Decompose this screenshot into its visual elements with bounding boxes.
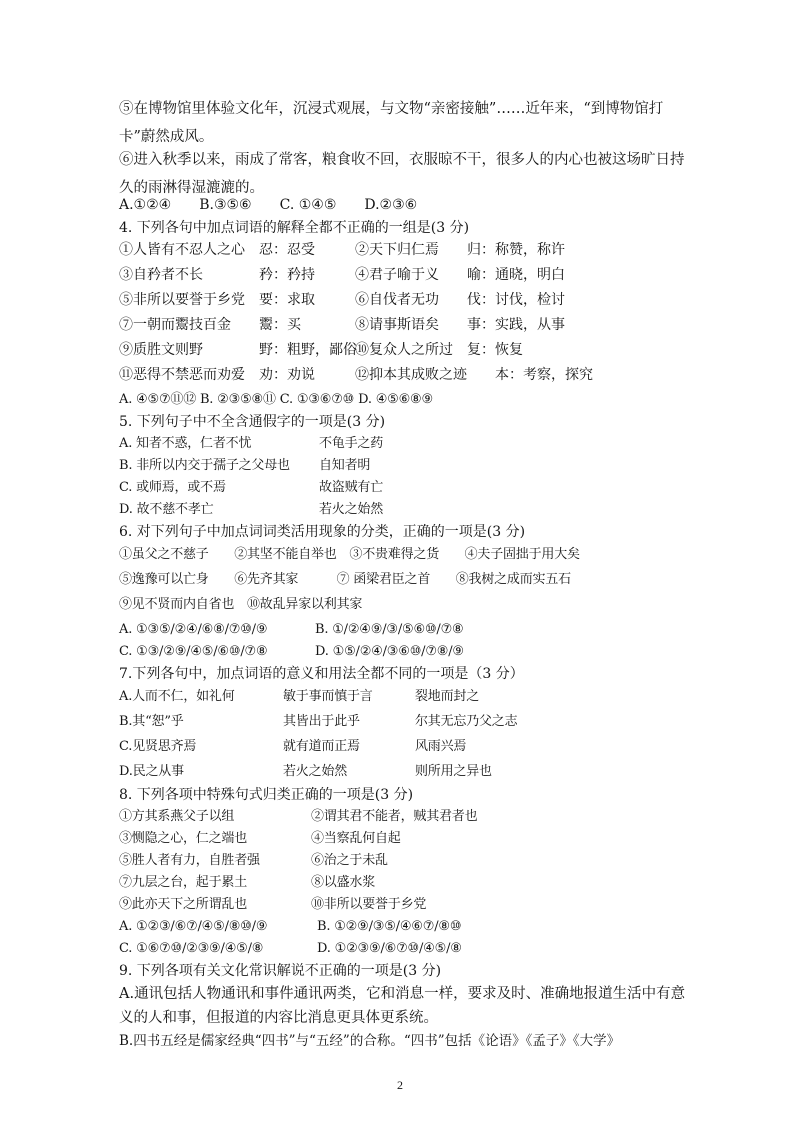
q5-option-c bbox=[119, 477, 384, 499]
q9-stem: 9. 下列各项有关文化常识解说不正确的一项是(3 分) bbox=[119, 963, 442, 979]
q5-option-a-sentence-1: A. 知者不惑，仁者不忧 bbox=[119, 436, 252, 451]
q8-stem: 8. 下列各项中特殊句式归类正确的一项是(3 分) bbox=[119, 787, 414, 803]
q8-item-10: ⑩非所以要誉于乡党 bbox=[311, 897, 427, 912]
q8-row-2 bbox=[119, 828, 401, 850]
q7-option-c bbox=[119, 736, 467, 758]
q5-option-c-sentence-2: 故盗贼有亡 bbox=[319, 480, 384, 495]
q8-item-3: ③恻隐之心，仁之端也 bbox=[119, 831, 248, 846]
q4-item-5: ⑤非所以要誉于乡党 要：求取 bbox=[119, 292, 315, 308]
q4-item-4: ④君子喻于义 喻：通晓，明白 bbox=[355, 267, 565, 283]
q7-option-d bbox=[119, 761, 492, 783]
q4-item-12: ⑫抑本其成败之迹 本：考察，探究 bbox=[355, 367, 593, 383]
q4-item-9: ⑨质胜文则野 野：粗野，鄙俗 bbox=[119, 342, 357, 358]
q8-item-1: ①方其系燕父子以组 bbox=[119, 809, 235, 824]
q8-option-b: B. ①②⑨/③⑤/④⑥⑦/⑧⑩ bbox=[317, 919, 462, 934]
q4-item-6: ⑥自伐者无功 伐：讨伐，检讨 bbox=[355, 292, 565, 308]
q7-option-c-col-3: 风雨兴焉 bbox=[415, 739, 467, 754]
q7-option-a-col-2: 敏于事而慎于言 bbox=[283, 689, 373, 704]
q7-option-d-col-3: 则所用之异也 bbox=[415, 764, 492, 779]
q7-option-a bbox=[119, 686, 480, 708]
q8-row-3 bbox=[119, 850, 388, 872]
page-number: 2 bbox=[397, 1078, 403, 1092]
q6-options-row-2 bbox=[119, 641, 464, 663]
q6-items-line-1: ①虽父之不慈子 ②其坚不能自举也 ③不贵难得之货 ④夫子固拙于用大矣 bbox=[119, 547, 580, 562]
q7-option-b-col-3: 尔其无忘乃父之志 bbox=[415, 714, 518, 729]
q4-item-10: ⑩复众人之所过 复：恢复 bbox=[355, 342, 523, 358]
q7-option-d-col-1: D.民之从事 bbox=[119, 764, 184, 779]
q5-option-b bbox=[119, 455, 371, 477]
q6-items-line-2: ⑤逸豫可以亡身 ⑥先齐其家 ⑦ 函梁君臣之首 ⑧我树之成而实五石 bbox=[119, 572, 571, 587]
q6-option-b: B. ①/②④⑨/③/⑤⑥⑩/⑦⑧ bbox=[315, 622, 464, 637]
q3-item-5: ⑤在博物馆里体验文化年，沉浸式观展，与文物“亲密接触”……近年来，“到博物馆打卡”蔚然成风。 bbox=[119, 101, 664, 145]
q8-options-row-2 bbox=[119, 938, 462, 960]
q7-stem: 7.下列各句中，加点词语的意义和用法全都不同的一项是（3 分） bbox=[119, 666, 524, 682]
q8-item-6: ⑥治之于未乱 bbox=[311, 853, 388, 868]
q4-row-6 bbox=[119, 364, 593, 386]
q8-row-5 bbox=[119, 894, 427, 916]
q5-option-d bbox=[119, 499, 384, 521]
q5-option-c-sentence-1: C. 或师焉，或不焉 bbox=[119, 480, 226, 495]
q9-option-a: A.通讯包括人物通讯和事件通讯两类，它和消息一样，要求及时、准确地报道生活中有意义的人和事，但报道的内容比消息更具体更系统。 bbox=[119, 986, 686, 1026]
q7-option-c-col-2: 就有道而正焉 bbox=[283, 739, 360, 754]
q9-option-b: B.四书五经是儒家经典“四书”与“五经”的合称。“四书”包括《论语》《孟子》《大学》 bbox=[119, 1033, 621, 1049]
q4-item-7: ⑦一朝而鬻技百金 鬻：买 bbox=[119, 317, 301, 333]
q8-item-7: ⑦九层之台，起于累土 bbox=[119, 875, 248, 890]
q8-option-a: A. ①②③/⑥⑦/④⑤/⑧⑩/⑨ bbox=[119, 919, 268, 934]
q4-row-4 bbox=[119, 314, 565, 336]
q8-item-8: ⑧以盛水浆 bbox=[311, 875, 376, 890]
q4-row-3 bbox=[119, 289, 565, 311]
q4-item-8: ⑧请事斯语矣 事：实践，从事 bbox=[355, 317, 565, 333]
q8-option-c: C. ①⑥⑦⑩/②③⑨/④⑤/⑧ bbox=[119, 941, 264, 956]
q7-option-d-col-2: 若火之始然 bbox=[283, 764, 348, 779]
q8-item-5: ⑤胜人者有力，自胜者强 bbox=[119, 853, 260, 868]
q7-option-a-col-1: A.人而不仁，如礼何 bbox=[119, 689, 235, 704]
q4-stem: 4. 下列各句中加点词语的解释全都不正确的一组是(3 分) bbox=[119, 220, 470, 236]
q5-option-b-sentence-1: B. 非所以内交于孺子之父母也 bbox=[119, 458, 290, 473]
q6-items-line-3: ⑨见不贤而内自省也 ⑩故乱异家以利其家 bbox=[119, 597, 363, 612]
q5-stem: 5. 下列句子中不全含通假字的一项是(3 分) bbox=[119, 414, 386, 430]
q7-option-c-col-1: C.见贤思齐焉 bbox=[119, 739, 197, 754]
q5-option-d-sentence-1: D. 故不慈不孝亡 bbox=[119, 502, 214, 517]
q4-item-1: ①人皆有不忍人之心 忍：忍受 bbox=[119, 242, 315, 258]
q7-option-b bbox=[119, 711, 518, 733]
q8-item-4: ④当察乱何自起 bbox=[311, 831, 401, 846]
q8-options-row-1 bbox=[119, 916, 462, 938]
q7-option-b-col-2: 其皆出于此乎 bbox=[283, 714, 360, 729]
q6-option-a: A. ①③⑤/②④/⑥⑧/⑦⑩/⑨ bbox=[119, 622, 268, 637]
q5-option-d-sentence-2: 若火之始然 bbox=[319, 502, 384, 517]
q4-row-1 bbox=[119, 239, 565, 261]
q3-item-6: ⑥进入秋季以来，雨成了常客，粮食收不回，衣服晾不干，很多人的内心也被这场旷日持久的雨淋得湿漉漉的。 bbox=[119, 152, 685, 196]
q3-options: A.①②④ B.③⑤⑥ C. ①④⑤ D.②③⑥ bbox=[119, 197, 418, 213]
q4-options: A. ④⑤⑦⑪⑫ B. ②③⑤⑧⑪ C. ①③⑥⑦⑩ D. ④⑤⑥⑧⑨ bbox=[119, 392, 433, 407]
q8-row-4 bbox=[119, 872, 376, 894]
q6-option-c: C. ①③/②⑨/④⑤/⑥⑩/⑦⑧ bbox=[119, 644, 268, 659]
q8-item-2: ②谓其君不能者，贼其君者也 bbox=[311, 809, 478, 824]
q4-item-3: ③自矜者不长 矜：矜持 bbox=[119, 267, 315, 283]
q8-option-d: D. ①②③⑨/⑥⑦⑩/④⑤/⑧ bbox=[317, 941, 462, 956]
q5-option-a-sentence-2: 不龟手之药 bbox=[319, 436, 384, 451]
q4-row-2 bbox=[119, 264, 565, 286]
q5-option-b-sentence-2: 自知者明 bbox=[319, 458, 371, 473]
q6-stem: 6. 对下列句子中加点词词类活用现象的分类，正确的一项是(3 分) bbox=[119, 524, 526, 540]
q7-option-a-col-3: 裂地而封之 bbox=[415, 689, 480, 704]
q4-item-2: ②天下归仁焉 归：称赞，称许 bbox=[355, 242, 565, 258]
q4-row-5 bbox=[119, 339, 523, 361]
q6-options-row-1 bbox=[119, 619, 464, 641]
q4-item-11: ⑪恶得不禁恶而劝爱 劝：劝说 bbox=[119, 367, 315, 383]
q8-item-9: ⑨此亦天下之所谓乱也 bbox=[119, 897, 248, 912]
q8-row-1 bbox=[119, 806, 478, 828]
q5-option-a bbox=[119, 433, 384, 455]
q7-option-b-col-1: B.其“恕”乎 bbox=[119, 714, 184, 729]
q6-option-d: D. ①⑤/②④/③⑥⑩/⑦⑧/⑨ bbox=[315, 644, 464, 659]
